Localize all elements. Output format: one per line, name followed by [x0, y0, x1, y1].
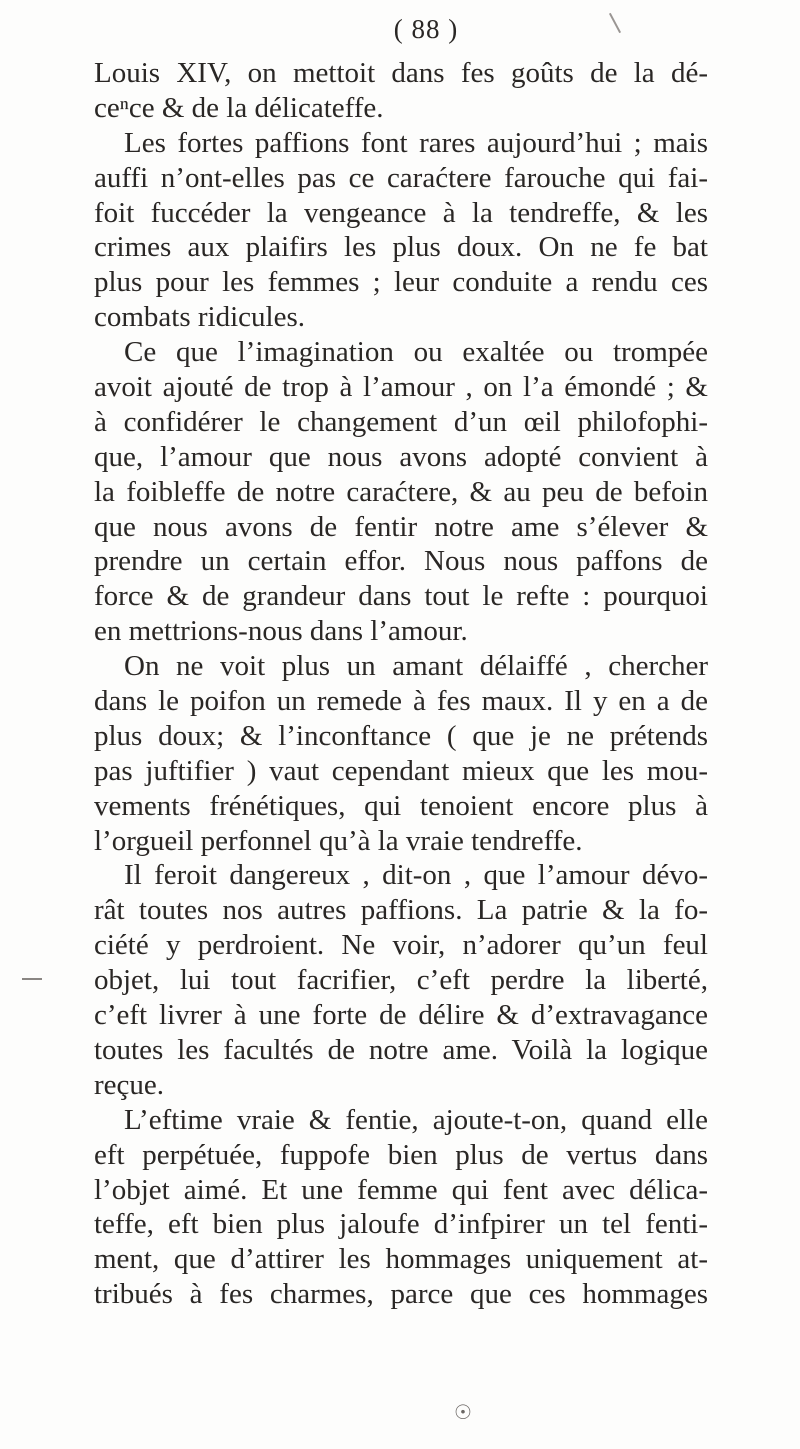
text-line: combats ridicules.: [94, 301, 306, 334]
text-line: l’orgueil perfonnel qu’à la vraie tendreffe.: [94, 824, 583, 857]
text-line: Les fortes paffions font rares aujourd’hui ; mais: [124, 126, 708, 159]
text-line: eft perpétuée, fuppofe bien plus de vertus dans: [94, 1138, 708, 1171]
text-line: Il feroit dangereux , dit-on , que l’amour dévo-: [124, 859, 708, 892]
text-line: l’objet aimé. Et une femme qui fent avec délica-: [94, 1173, 708, 1206]
text-line: dans le poifon un remede à fes maux. Il y en a de: [94, 685, 708, 718]
text-line: L’eftime vraie & fentie, ajoute-t-on, quand elle: [124, 1103, 708, 1136]
text-line: tribués à fes charmes, parce que ces hommages: [94, 1278, 708, 1311]
text-line: ceⁿce & de la délicateffe.: [94, 91, 384, 124]
text-line: c’eft livrer à une forte de délire & d’extravagance: [94, 999, 708, 1032]
text-line: la foibleffe de notre caraćtere, & au peu de befoin: [94, 475, 708, 508]
margin-mark: [22, 978, 42, 980]
text-line: force & de grandeur dans tout le refte : pourquoi: [94, 580, 708, 613]
text-line: ciété y perdroient. Ne voir, n’adorer qu’un feul: [94, 929, 708, 962]
text-line: que nous avons de fentir notre ame s’élever &: [94, 510, 708, 543]
text-line: Ce que l’imagination ou exaltée ou trompée: [124, 336, 708, 369]
text-line: objet, lui tout facrifier, c’eft perdre la liberté,: [94, 964, 708, 997]
text-line: auffi n’ont-elles pas ce caraćtere farouche qui fai-: [94, 161, 708, 194]
printer-mark: ☉: [454, 1402, 472, 1424]
text-line: teffe, eft bien plus jaloufe d’infpirer un tel fenti-: [94, 1208, 708, 1241]
text-line: foit fuccéder la vengeance à la tendreffe, & les: [94, 196, 708, 229]
text-line: rât toutes nos autres paffions. La patrie & la fo-: [94, 894, 708, 927]
text-line: On ne voit plus un amant délaiffé , chercher: [124, 650, 708, 683]
text-line: vements frénétiques, qui tenoient encore plus à: [94, 789, 708, 822]
body-text: [94, 56, 708, 1312]
text-line: pas juftifier ) vaut cependant mieux que les mou-: [94, 754, 708, 787]
text-line: toutes les facultés de notre ame. Voilà la logique: [94, 1033, 708, 1066]
page-number: ( 88 ): [393, 14, 459, 44]
text-line: crimes aux plaifirs les plus doux. On ne fe bat: [94, 231, 708, 264]
text-line: plus doux; & l’inconftance ( que je ne prétends: [94, 719, 708, 752]
text-line: avoit ajouté de trop à l’amour , on l’a émondé ; &: [94, 371, 708, 404]
text-line: que, l’amour que nous avons adopté convient à: [94, 440, 708, 473]
text-line: ment, que d’attirer les hommages uniquement at-: [94, 1243, 708, 1276]
text-line: prendre un certain effor. Nous nous paffons de: [94, 545, 708, 578]
text-line: à confidérer le changement d’un œil philofophi-: [94, 405, 708, 438]
text-line: reçue.: [94, 1068, 165, 1101]
text-line: plus pour les femmes ; leur conduite a rendu ces: [94, 266, 708, 299]
text-line: en mettrions-nous dans l’amour.: [94, 615, 468, 648]
text-line: Louis XIV, on mettoit dans fes goûts de la dé-: [94, 57, 708, 89]
